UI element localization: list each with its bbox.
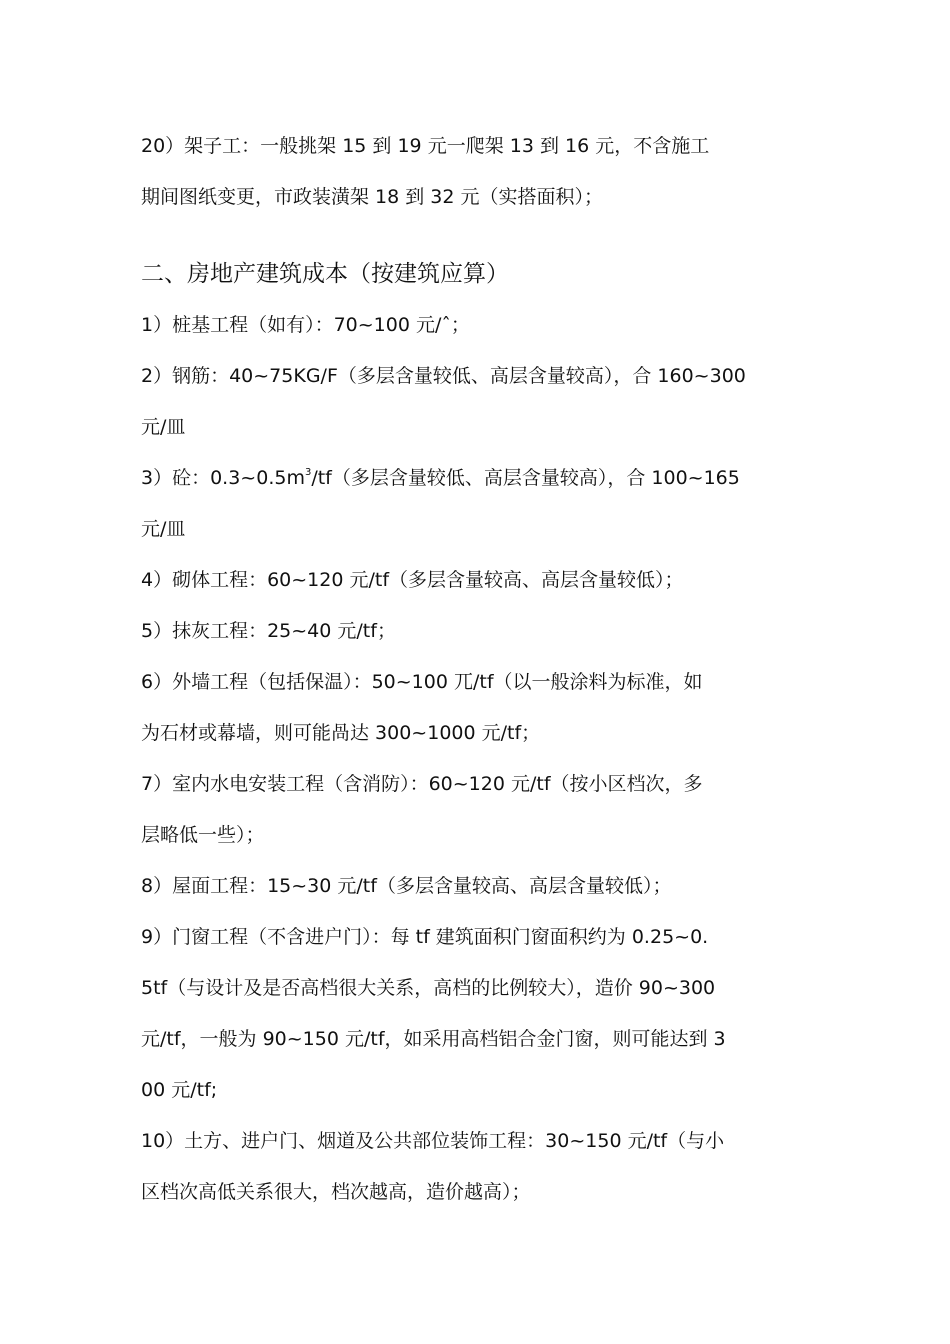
text-line: 元/皿: [141, 416, 186, 438]
text-line: 1）桩基工程（如有）：70~100 元/ˆ；: [141, 314, 470, 336]
text-line: 期间图纸变更，市政装潢架 18 到 32 元（实搭面积）；: [141, 186, 604, 208]
text-line: 4）砌体工程：60~120 元/tf（多层含量较高、高层含量较低）；: [141, 569, 684, 591]
list-item: [141, 453, 821, 555]
section-heading: 二、房地产建筑成本（按建筑应算）: [141, 261, 509, 287]
text-segment: 3）砼：0.3~0.5m: [141, 467, 305, 489]
text-line: 5tf（与设计及是否高档很大关系，高档的比例较大），造价 90~300: [141, 977, 716, 999]
scaffolding-item: [141, 121, 821, 223]
text-line: 20）架子工：一般挑架 15 到 19 元一爬架 13 到 16 元，不含施工: [141, 135, 710, 157]
superscript: 3: [304, 467, 312, 478]
text-line: 00 元/tf;: [141, 1079, 218, 1101]
list-item: [141, 657, 821, 759]
text-line: 10）土方、进户门、烟道及公共部位装饰工程：30~150 元/tf（与小: [141, 1130, 725, 1152]
text-line: 6）外墙工程（包括保温）：50~100 兀/tf（以一般涂料为标准，如: [141, 671, 703, 693]
list-item: [141, 912, 821, 1116]
list-item: [141, 759, 821, 861]
list-item: [141, 555, 821, 606]
list-item: [141, 1116, 821, 1218]
text-line: 区档次高低关系很大，档次越高，造价越高）；: [141, 1181, 531, 1203]
text-line: [141, 453, 821, 504]
text-line: 层略低一些）；: [141, 824, 265, 846]
list-item: [141, 351, 821, 453]
text-line: 为石材或幕墙，则可能咼达 300~1000 元/tf；: [141, 722, 541, 744]
text-segment: /tf（多层含量较低、高层含量较高），合 100~165: [311, 467, 740, 489]
text-line: 元/皿: [141, 518, 186, 540]
document-body: [141, 121, 821, 1218]
list-item: [141, 861, 821, 912]
text-line: 2）钢筋：40~75KG/F（多层含量较低、高层含量较高），合 160~300: [141, 365, 746, 387]
text-line: 8）屋面工程：15~30 元/tf（多层含量较高、高层含量较低）；: [141, 875, 672, 897]
text-line: 7）室内水电安装工程（含消防）：60~120 元/tf（按小区档次，多: [141, 773, 703, 795]
list-item: [141, 606, 821, 657]
text-line: 5）抹灰工程：25~40 元/tf；: [141, 620, 396, 642]
text-line: 元/tf，一般为 90~150 元/tf，如采用高档铝合金门窗，则可能达到 3: [141, 1028, 726, 1050]
list-item: [141, 300, 821, 351]
text-line: 9）门窗工程（不含进户门）：每 tf 建筑面积门窗面积约为 0.25~0.: [141, 926, 709, 948]
